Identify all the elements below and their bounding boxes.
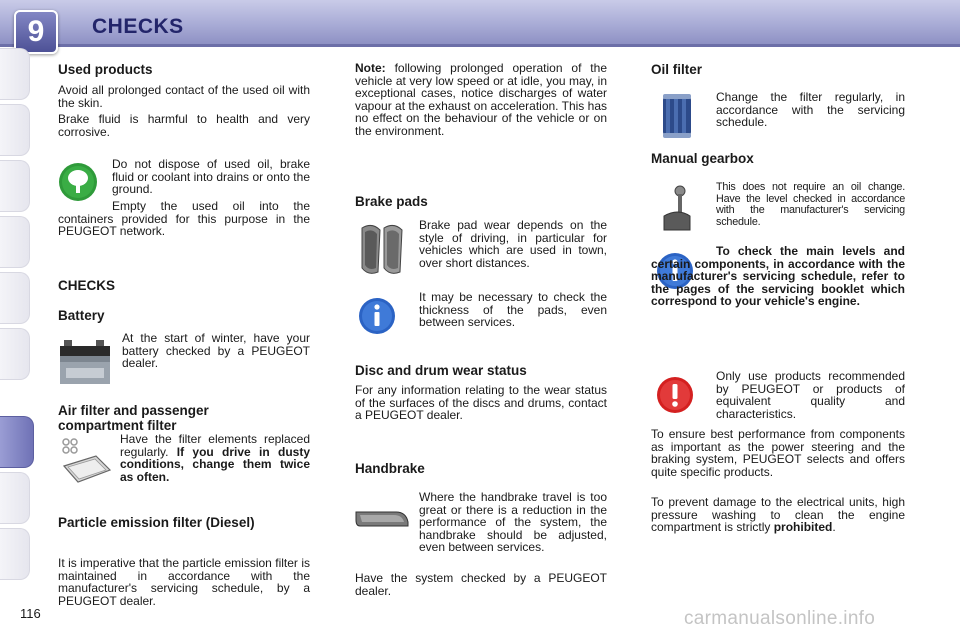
used-products-text-1: Avoid all prolonged contact of the used oil with the skin.: [58, 83, 310, 110]
brake-pads-text-2: It may be necessary to check the thickness of the pads, even between services.: [419, 290, 607, 330]
brake-pads-text-1: Brake pad wear depends on the style of driving, in particular for vehicles which are used in town, over short distances.: [419, 218, 607, 270]
disc-drum-heading: Disc and drum wear status: [355, 363, 527, 378]
warning-prohibited: prohibited: [773, 520, 833, 535]
environment-tree-icon: [58, 162, 98, 202]
note-body: following prolonged operation of the vehicle at very low speed or at idle, you may, in exceptional cases, notice discharges of water vapour at the exhaust on acceleration. This has no effect on the behaviour of the vehicle or on the environment.: [355, 61, 607, 138]
chapter-tab[interactable]: [0, 160, 30, 212]
header-divider: [0, 44, 960, 47]
air-filter-heading: Air filter and passenger compartment filter: [58, 403, 209, 433]
disc-drum-text: For any information relating to the wear status of the surfaces of the discs and drums, contact a PEUGEOT dealer.: [355, 383, 607, 423]
used-products-heading: Used products: [58, 62, 153, 77]
gear-lever-icon: [660, 184, 694, 234]
brake-pads-heading: Brake pads: [355, 194, 428, 209]
chapter-tab-active[interactable]: [0, 416, 34, 468]
handbrake-text-1: Where the handbrake travel is too great or there is a reduction in the performance of the system, the handbrake should be adjusted, even between services.: [419, 490, 607, 555]
manual-gearbox-text: This does not require an oil change. Have the level checked in accordance with the manufacturer's servicing schedule.: [716, 181, 905, 228]
battery-icon: [58, 338, 112, 386]
warning-text-2: To ensure best performance from components as important as the power steering and the braking system, PEUGEOT selects and offers quite specific products.: [651, 427, 905, 479]
air-filter-icon: [60, 436, 112, 488]
oil-filter-heading: Oil filter: [651, 62, 703, 77]
chapter-tab[interactable]: [0, 216, 30, 268]
air-filter-regular: Have the filter elements replaced regularly.: [120, 432, 310, 459]
oil-filter-text: Change the filter regularly, in accordance with the servicing schedule.: [716, 90, 905, 130]
warning-text-1: Only use products recommended by PEUGEOT or products of equivalent quality and characteristics.: [716, 369, 905, 421]
brake-pads-icon: [358, 222, 408, 276]
battery-text: At the start of winter, have your battery checked by a PEUGEOT dealer.: [122, 331, 310, 371]
air-filter-bold: If you drive in dusty conditions, change them twice as often.: [120, 444, 310, 484]
page-title: CHECKS: [92, 15, 184, 38]
chapter-tab[interactable]: [0, 328, 30, 380]
note-label: Note:: [355, 61, 386, 75]
warning-icon: [656, 376, 694, 414]
oil-filter-icon: [660, 92, 694, 140]
chapter-tab-strip: [0, 48, 40, 608]
particle-filter-text: It is imperative that the particle emission filter is maintained in accordance with the manufacturer's servicing schedule, by a PEUGEOT dealer.: [58, 556, 310, 608]
particle-filter-heading: Particle emission filter (Diesel): [58, 515, 255, 530]
handbrake-lever-icon: [354, 504, 410, 534]
chapter-number-badge: 9: [14, 10, 58, 54]
air-filter-text: [120, 433, 310, 483]
manual-gearbox-heading: Manual gearbox: [651, 151, 754, 166]
handbrake-heading: Handbrake: [355, 461, 425, 476]
chapter-tab[interactable]: [0, 528, 30, 580]
chapter-tab[interactable]: [0, 104, 30, 156]
handbrake-text-2: Have the system checked by a PEUGEOT dealer.: [355, 571, 607, 598]
warning-text-3-regular: To prevent damage to the electrical units, high pressure washing to clean the engine compartment is strictly: [651, 495, 905, 535]
warning-text-3: [651, 496, 905, 534]
page-number: 116: [20, 606, 41, 621]
info-box-text: To check the main levels and certain components, in accordance with the manufacturer's servicing schedule, refer to the pages of the servicing booklet which correspond to your vehicle's engine.: [651, 244, 905, 309]
chapter-tab[interactable]: [0, 272, 30, 324]
watermark: carmanualsonline.info: [684, 608, 876, 629]
checks-heading: CHECKS: [58, 278, 116, 293]
note-text: [355, 62, 607, 138]
warning-period: .: [832, 520, 836, 535]
used-products-text-4: Empty the used oil into the containers provided for this purpose in the PEUGEOT network.: [58, 199, 310, 239]
info-icon: [358, 297, 396, 335]
used-products-text-2: Brake fluid is harmful to health and very corrosive.: [58, 112, 310, 139]
used-products-text-3: Do not dispose of used oil, brake fluid or coolant into drains or onto the ground.: [112, 157, 310, 197]
battery-heading: Battery: [58, 308, 105, 323]
chapter-tab[interactable]: [0, 48, 30, 100]
chapter-tab[interactable]: [0, 472, 30, 524]
